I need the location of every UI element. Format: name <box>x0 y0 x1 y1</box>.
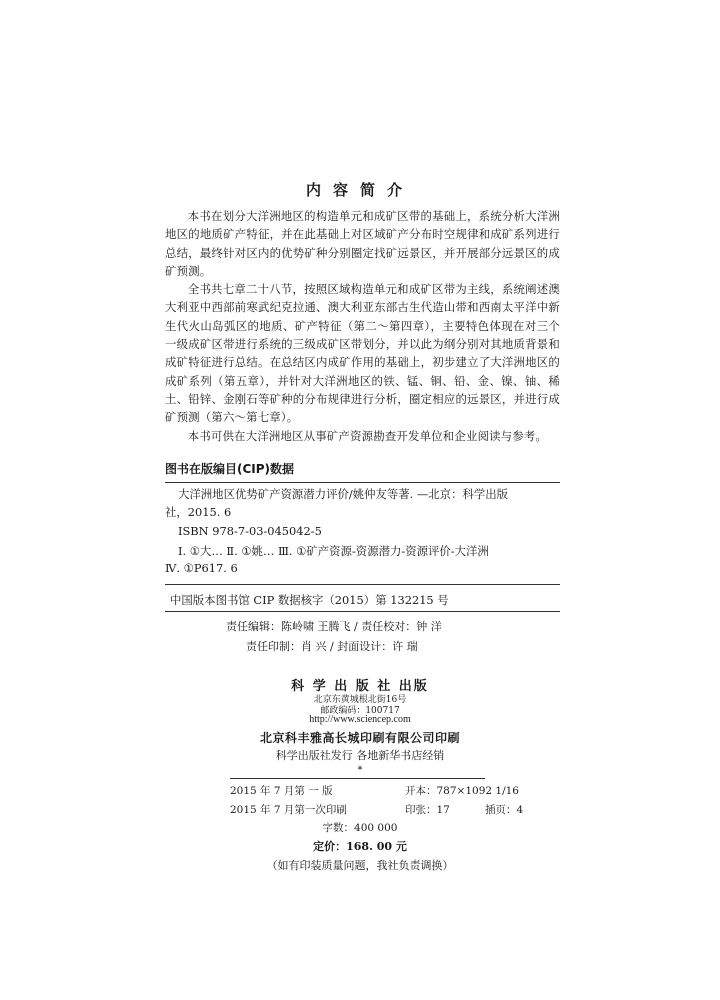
summary-title: 内容简介 <box>305 181 414 199</box>
plates-info: 插页：4 <box>485 804 524 816</box>
separator-star: * <box>357 765 363 776</box>
cip-classification-line: Ⅰ. ①大… Ⅱ. ①姚… Ⅲ. ①矿产资源-资源潜力-资源评价-大洋洲 <box>178 543 489 558</box>
cip-classification-number: Ⅳ. ①P617. 6 <box>165 561 238 575</box>
edition-info: 2015 年 7 月第 一 版 <box>230 785 333 797</box>
printing-info: 2015 年 7 月第一次印刷 <box>230 804 347 816</box>
summary-paragraph: 本书可供在大洋洲地区从事矿产资源勘查开发单位和企业阅读与参考。 <box>187 428 548 443</box>
cip-isbn: ISBN 978-7-03-045042-5 <box>178 524 322 538</box>
word-count: 字数：400 000 <box>322 822 398 834</box>
summary-paragraph: 本书在划分大洋洲地区的构造单元和成矿区带的基础上，系统分析大洋洲地区的地质矿产特征，并在此基础上对区域矿产分布时空规律和成矿系列进行总结，最终针对区内的优势矿种分别圈定找矿远景区，并开展部分远景区的成矿预测。 <box>165 209 560 278</box>
sheets-info: 印张：17 <box>405 804 450 816</box>
publisher-postcode: 邮政编码：100717 <box>320 706 400 716</box>
cip-verification: 中国版本图书馆 CIP 数据核字（2015）第 132215 号 <box>170 593 449 607</box>
divider <box>165 584 560 585</box>
publisher-url: http://www.sciencep.com <box>309 714 411 725</box>
cip-publisher-line: 社，2015. 6 <box>165 504 232 519</box>
price: 定价：168. 00 元 <box>313 840 407 853</box>
editor-credits-row: 责任编辑：陈岭啸 王腾飞 / 责任校对：钟 洋 <box>226 620 442 633</box>
distribution-info: 科学出版社发行 各地新华书店经销 <box>275 749 445 762</box>
divider <box>165 611 560 612</box>
divider <box>230 778 485 779</box>
editor-credits-row: 责任印制：肖 兴 / 封面设计：许 瑞 <box>246 640 418 653</box>
publisher-name: 科 学 出 版 社 出版 <box>291 679 429 694</box>
format-info: 开本：787×1092 1/16 <box>405 785 519 797</box>
publisher-address: 北京东黄城根北街16号 <box>313 695 407 705</box>
cip-header: 图书在版编目(CIP)数据 <box>165 460 560 483</box>
summary-paragraph: 全书共七章二十八节，按照区域构造单元和成矿区带为主线，系统阐述澳大利亚中西部前寒武纪克拉通、澳大利亚东部古生代造山带和西南太平洋中新生代火山岛弧区的地质、矿产特征（第二～第四章），主要特色体现在对三个一级成矿区带进行系统的三级成矿区带划分，并以此为纲分别对其地质背景和成矿特征进行总结。在总结区内成矿作用的基础上，初步建立了大洋洲地区的成矿系列（第五章），并针对大洋洲地区的铁、锰、铜、铅、金、镍、铀、稀土、铅锌、金刚石等矿种的分布规律进行分析，圈定相应的远景区，并进行成矿预测（第六～第七章）。 <box>165 282 560 425</box>
quality-note: （如有印装质量问题，我社负责调换） <box>266 859 454 872</box>
publication-info <box>230 782 523 820</box>
cip-record <box>165 486 560 578</box>
printer-name: 北京科丰雅高长城印刷有限公司印刷 <box>259 731 460 745</box>
summary-body <box>165 207 560 445</box>
cip-title-line: 大洋洲地区优势矿产资源潜力评价/姚仲友等著. —北京：科学出版 <box>178 487 509 501</box>
